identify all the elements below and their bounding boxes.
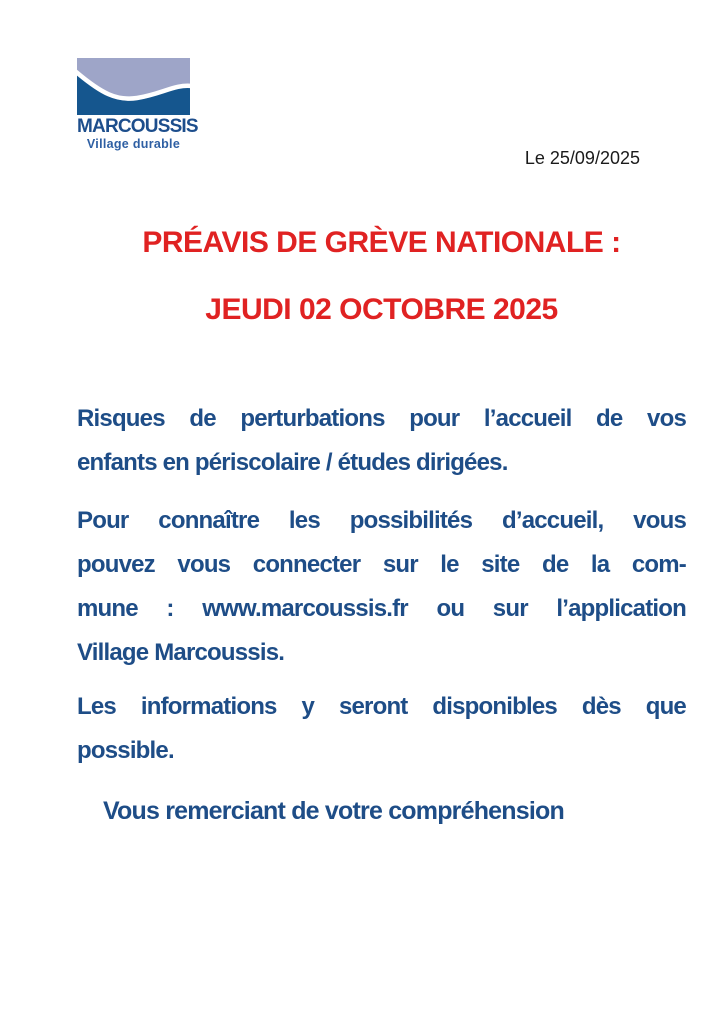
notice-body: [77, 397, 686, 833]
body-line: Les informations y seront disponibles dès que: [77, 693, 686, 720]
logo-tagline: Village durable: [86, 137, 181, 151]
body-line: Village Marcoussis.: [77, 639, 285, 666]
notice-title-line-1: PRÉAVIS DE GRÈVE NATIONALE :: [142, 226, 621, 259]
body-line: pouvez vous connecter sur le site de la com-: [77, 551, 686, 578]
notice-title: [77, 226, 686, 327]
body-line: Pour connaître les possibilités d’accueil, vous: [77, 507, 686, 534]
body-line: Risques de perturbations pour l’accueil de vos: [77, 405, 686, 432]
paragraph-accueil: [77, 499, 686, 675]
document-date: Le 25/09/2025: [524, 148, 640, 168]
body-line: possible.: [77, 737, 174, 764]
logo-wave-icon: [77, 58, 190, 115]
paragraph-risques: [77, 397, 686, 485]
marcoussis-logo: [77, 58, 198, 151]
paragraph-informations: [77, 685, 686, 773]
notice-title-line-2: JEUDI 02 OCTOBRE 2025: [205, 293, 558, 326]
closing-line: Vous remerciant de votre compréhension: [103, 797, 564, 825]
body-line: enfants en périscolaire / études dirigées.: [77, 449, 508, 476]
logo-name: MARCOUSSIS: [77, 116, 198, 137]
body-line-website: mune : www.marcoussis.fr ou sur l’application: [77, 595, 686, 622]
